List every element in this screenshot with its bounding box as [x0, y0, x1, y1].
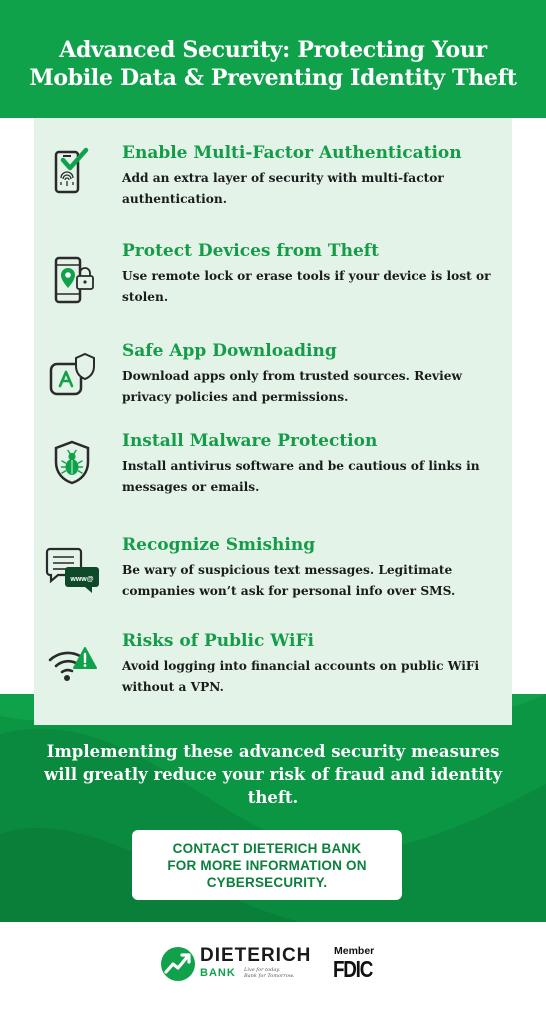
tip-body: Add an extra layer of security with multi-factor authentication. — [122, 171, 444, 206]
tagline-line-1: Live for today. — [244, 967, 281, 973]
fdic-logo: FDIC — [333, 956, 373, 982]
dieterich-bank-logo-icon[interactable] — [160, 946, 196, 982]
phone-location-lock-icon — [46, 254, 98, 306]
tip-body: Use remote lock or erase tools if your device is lost or stolen. — [122, 269, 491, 304]
cta-line-3: CYBERSECURITY. — [206, 874, 328, 890]
contact-bank-button[interactable] — [132, 830, 402, 900]
tagline-line-2: Bank for Tomorrow. — [244, 973, 295, 979]
cta-line-2: FOR MORE INFORMATION ON — [167, 857, 367, 873]
tip-heading: Protect Devices from Theft — [122, 241, 379, 261]
tip-body: Download apps only from trusted sources. Review privacy policies and permissions. — [122, 369, 462, 404]
closing-message: Implementing these advanced security measures will greatly reduce your risk of fraud and identity theft. — [44, 742, 502, 807]
header-band — [0, 0, 546, 118]
page-title-line-1: Advanced Security: Protecting Your — [59, 37, 487, 63]
tip-heading: Risks of Public WiFi — [122, 631, 314, 651]
footer — [0, 922, 546, 1024]
wifi-warning-icon — [46, 636, 98, 688]
sms-link-text: www@ — [70, 576, 94, 583]
page-title-line-2: Mobile Data & Preventing Identity Theft — [29, 65, 517, 91]
tips-panel — [34, 118, 512, 725]
tip-body: Install antivirus software and be cautious of links in messages or emails. — [122, 459, 480, 494]
app-store-shield-icon — [46, 348, 98, 400]
tip-heading: Enable Multi-Factor Authentication — [122, 143, 462, 163]
tip-body: Avoid logging into financial accounts on public WiFi without a VPN. — [122, 659, 480, 694]
tip-heading: Recognize Smishing — [122, 535, 316, 555]
page-title — [20, 36, 526, 92]
fdic-member-label: Member — [334, 945, 375, 957]
chat-bubbles-link-icon — [44, 544, 102, 596]
shield-bug-icon — [46, 436, 98, 488]
tip-heading: Install Malware Protection — [122, 431, 378, 451]
tip-heading: Safe App Downloading — [122, 341, 337, 361]
tip-body: Be wary of suspicious text messages. Legitimate companies won’t ask for personal info over SMS. — [122, 563, 456, 598]
phone-fingerprint-check-icon — [46, 146, 98, 198]
cta-line-1: CONTACT DIETERICH BANK — [172, 840, 362, 856]
brand-sub: BANK — [200, 967, 236, 979]
brand-tagline — [244, 967, 314, 979]
brand-name: DIETERICH — [200, 945, 312, 966]
